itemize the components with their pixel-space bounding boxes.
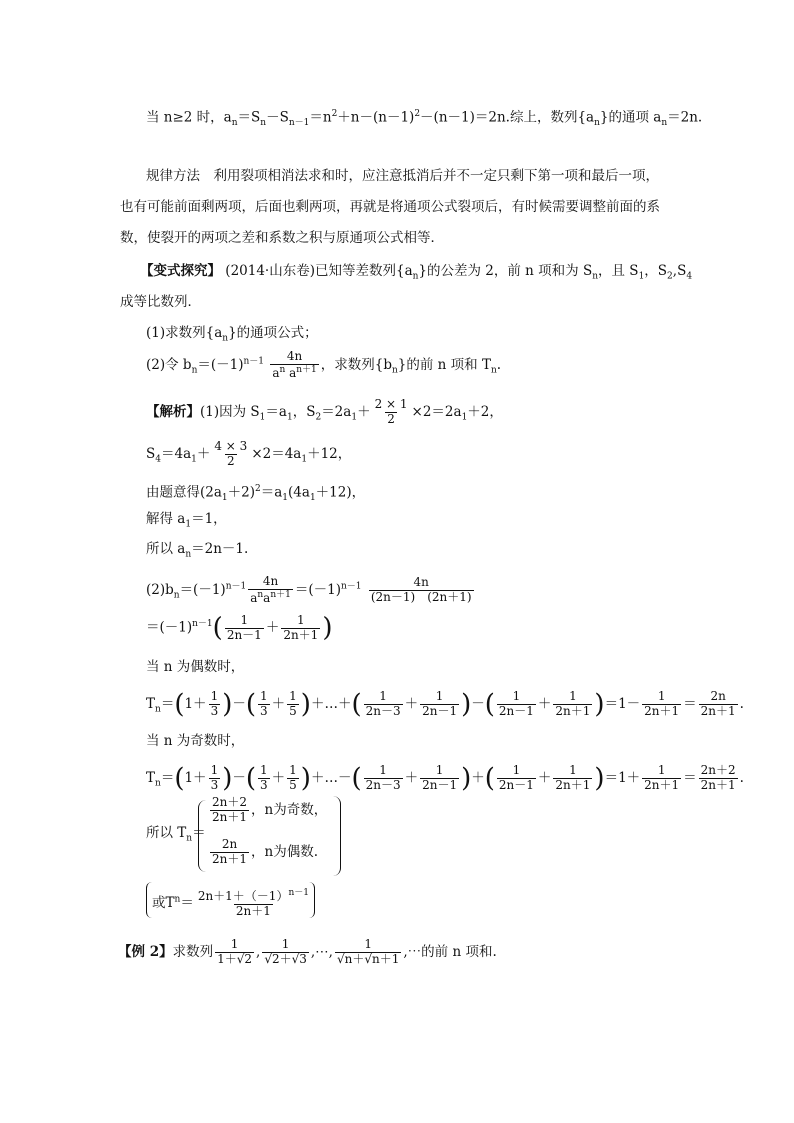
fraction: $\frac{4n}{(2n-1) (2n+1)}$ [370,575,472,604]
even-case-label: 当 n 为偶数时， [146,659,245,675]
fraction: $\frac{1}{2n-1}$ [498,689,534,718]
fraction: $\frac{1}{1+√2}$ [217,937,253,966]
fraction: $\frac{1}{2n-1}$ [226,612,262,642]
odd-case-label: 当 n 为奇数时， [146,733,245,749]
fraction: $\frac{2n+2}{2n+1}$ [212,795,247,824]
fraction: $\frac{1}{3}$ [210,763,219,792]
solution-step-1: 【解析】(1)因为 $S_1=a_1$，$S_2=2a_1+$ $\frac{2 \times 1}{2}$ $\times 2=2a_1+2$， [146,397,503,426]
example-2: 【例 2】求数列 $\frac{1}{1+√2}$ , $\frac{1}{√2+√3}$ ,⋯, $\frac{1}{√n+√n+1}$ ,⋯的前 n 项和. [118,937,497,966]
fraction: $\frac{1}{2n+1}$ [644,763,680,792]
fraction: $\frac{1}{2n+1}$ [644,689,680,718]
question-2: (2)令 $b_n=(-1)^{n-1}$ $\frac{4n}{a^n a^{n+1}}$ ，求数列$\{b_n\}$的前 n 项和 $T_n$. [146,349,502,380]
fraction: $\frac{4n}{a^na^{n+1}}$ [250,574,291,605]
fraction: $\frac{1}{2n+1}$ [555,689,591,718]
fraction: $\frac{1}{3}$ [210,689,219,718]
solution-step-7: $=(-1)^{n-1}$( $\frac{1}{2n-1}$ ＋ $\frac{1}{2n+1}$ ) [146,612,333,643]
fraction: $\frac{2n}{2n+1}$ [700,689,736,718]
example-tag: 【例 2】 [118,943,173,960]
fraction: $\frac{1}{3}$ [260,763,268,792]
variant-statement-end: 成等比数列． [120,294,201,310]
solution-step-6: $(2)b_n=(-1)^{n-1}$ $\frac{4n}{a^na^{n+1}}$ $=(-1)^{n-1}$ $\frac{4n}{(2n-1) (2n+1)}$ [146,575,481,606]
fraction: $\frac{1}{√n+√n+1}$ [336,937,400,966]
fraction: $\frac{1}{2n-1}$ [422,763,458,792]
solution-step-4: 解得 $a_1=1$， [146,511,227,530]
fraction: $\frac{4 \times 3}{2}$ [214,439,248,468]
fraction: $\frac{1}{2n-1}$ [422,689,458,718]
solution-step-5: 所以 $a_n=2n-1$. [146,541,249,560]
fraction: $\frac{1}{2n-3}$ [365,689,401,718]
fraction: $\frac{1}{2n-1}$ [498,763,534,792]
piecewise-result: 所以 $T_n=$ $\frac{2n+2}{2n+1}$ ，n为奇数， $\frac{2n}{2n+1}$ ，n为偶数. [146,796,346,880]
fraction: $\frac{4n}{a^n a^{n+1}}$ [272,349,317,380]
fraction: $\frac{2 \times 1}{2}$ [374,397,408,426]
solution-tag: 【解析】 [146,403,200,420]
odd-case-sum: $T_n=(1+$ $\frac{1}{3}$ )－( $\frac{1}{3}$ ＋ $\frac{1}{5}$ )＋…－( $\frac{1}{2n-3}$ ＋ $\frac{1}{2n-1}$ )＋( $\frac{1}{2n-1}$ ＋ $\frac{1}{2n+1}$ )＝1＋ $\frac{1}{2n+1}$ ＝ $\frac{2n+2}{2n+1}$ . [146,763,744,794]
fraction: $\frac{2n+2}{2n+1}$ [700,763,736,792]
even-case-sum: $T_n=(1+$ $\frac{1}{3}$ )－( $\frac{1}{3}$ ＋ $\frac{1}{5}$ )＋…＋( $\frac{1}{2n-3}$ ＋ $\frac{1}{2n-1}$ )－( $\frac{1}{2n-1}$ ＋ $\frac{1}{2n+1}$ )＝1－ $\frac{1}{2n+1}$ ＝ $\frac{2n}{2n+1}$ . [146,689,744,720]
fraction: $\frac{1}{2n+1}$ [283,612,319,642]
alternative-form: 或$T^n=$ $\frac{2n+1+(-1)^{n-1}}{2n+1}$ [146,882,326,922]
solution-step-3: 由题意得$(2a_1+2)^2=a_1(4a_1+12)$， [146,484,366,504]
fraction: $\frac{1}{5}$ [289,763,297,792]
variant-statement: 【变式探究】 (2014·山东卷)已知等差数列$\{a_n\}$的公差为 2，前 n 项和为 $S_n$，且 $S_1$，$S_2,S_4$ [140,263,693,282]
fraction: $\frac{1}{2n-3}$ [365,763,401,792]
fraction: $\frac{1}{5}$ [289,689,297,718]
variant-tag: 【变式探究】 [140,263,221,279]
fraction: $\frac{1}{3}$ [260,689,268,718]
fraction: $\frac{2n}{2n+1}$ [212,837,247,866]
right-paren [308,882,315,918]
fraction: $\frac{1}{√2+√3}$ [264,937,307,966]
fraction: $\frac{1}{2n+1}$ [555,763,591,792]
method-line-2: 也有可能前面剩两项，后面也剩两项，再就是将通项公式裂项后，有时候需要调整前面的系 [120,199,660,215]
left-brace [198,800,207,872]
right-paren [332,796,341,876]
method-line-3: 数，使裂开的两项之差和系数之积与原通项公式相等． [120,230,444,246]
conclusion-line: 当 n≥2 时，$a_n=S_n-S_{n-1}=n^2+n-(n-1)^2-(n-1)=2n$.综上，数列$\{a_n\}$的通项 $a_n=2n$. [146,109,703,129]
question-1: (1)求数列$\{a_n\}$的通项公式； [146,325,318,344]
fraction: $\frac{2n+1+(-1)^{n-1}}{2n+1}$ [197,888,309,918]
solution-step-2: $S_4=4a_1+$ $\frac{4 \times 3}{2}$ $\times 2=4a_1+12$， [146,439,352,468]
method-line-1: 规律方法 利用裂项相消法求和时，应注意抵消后并不一定只剩下第一项和最后一项， [146,168,659,184]
